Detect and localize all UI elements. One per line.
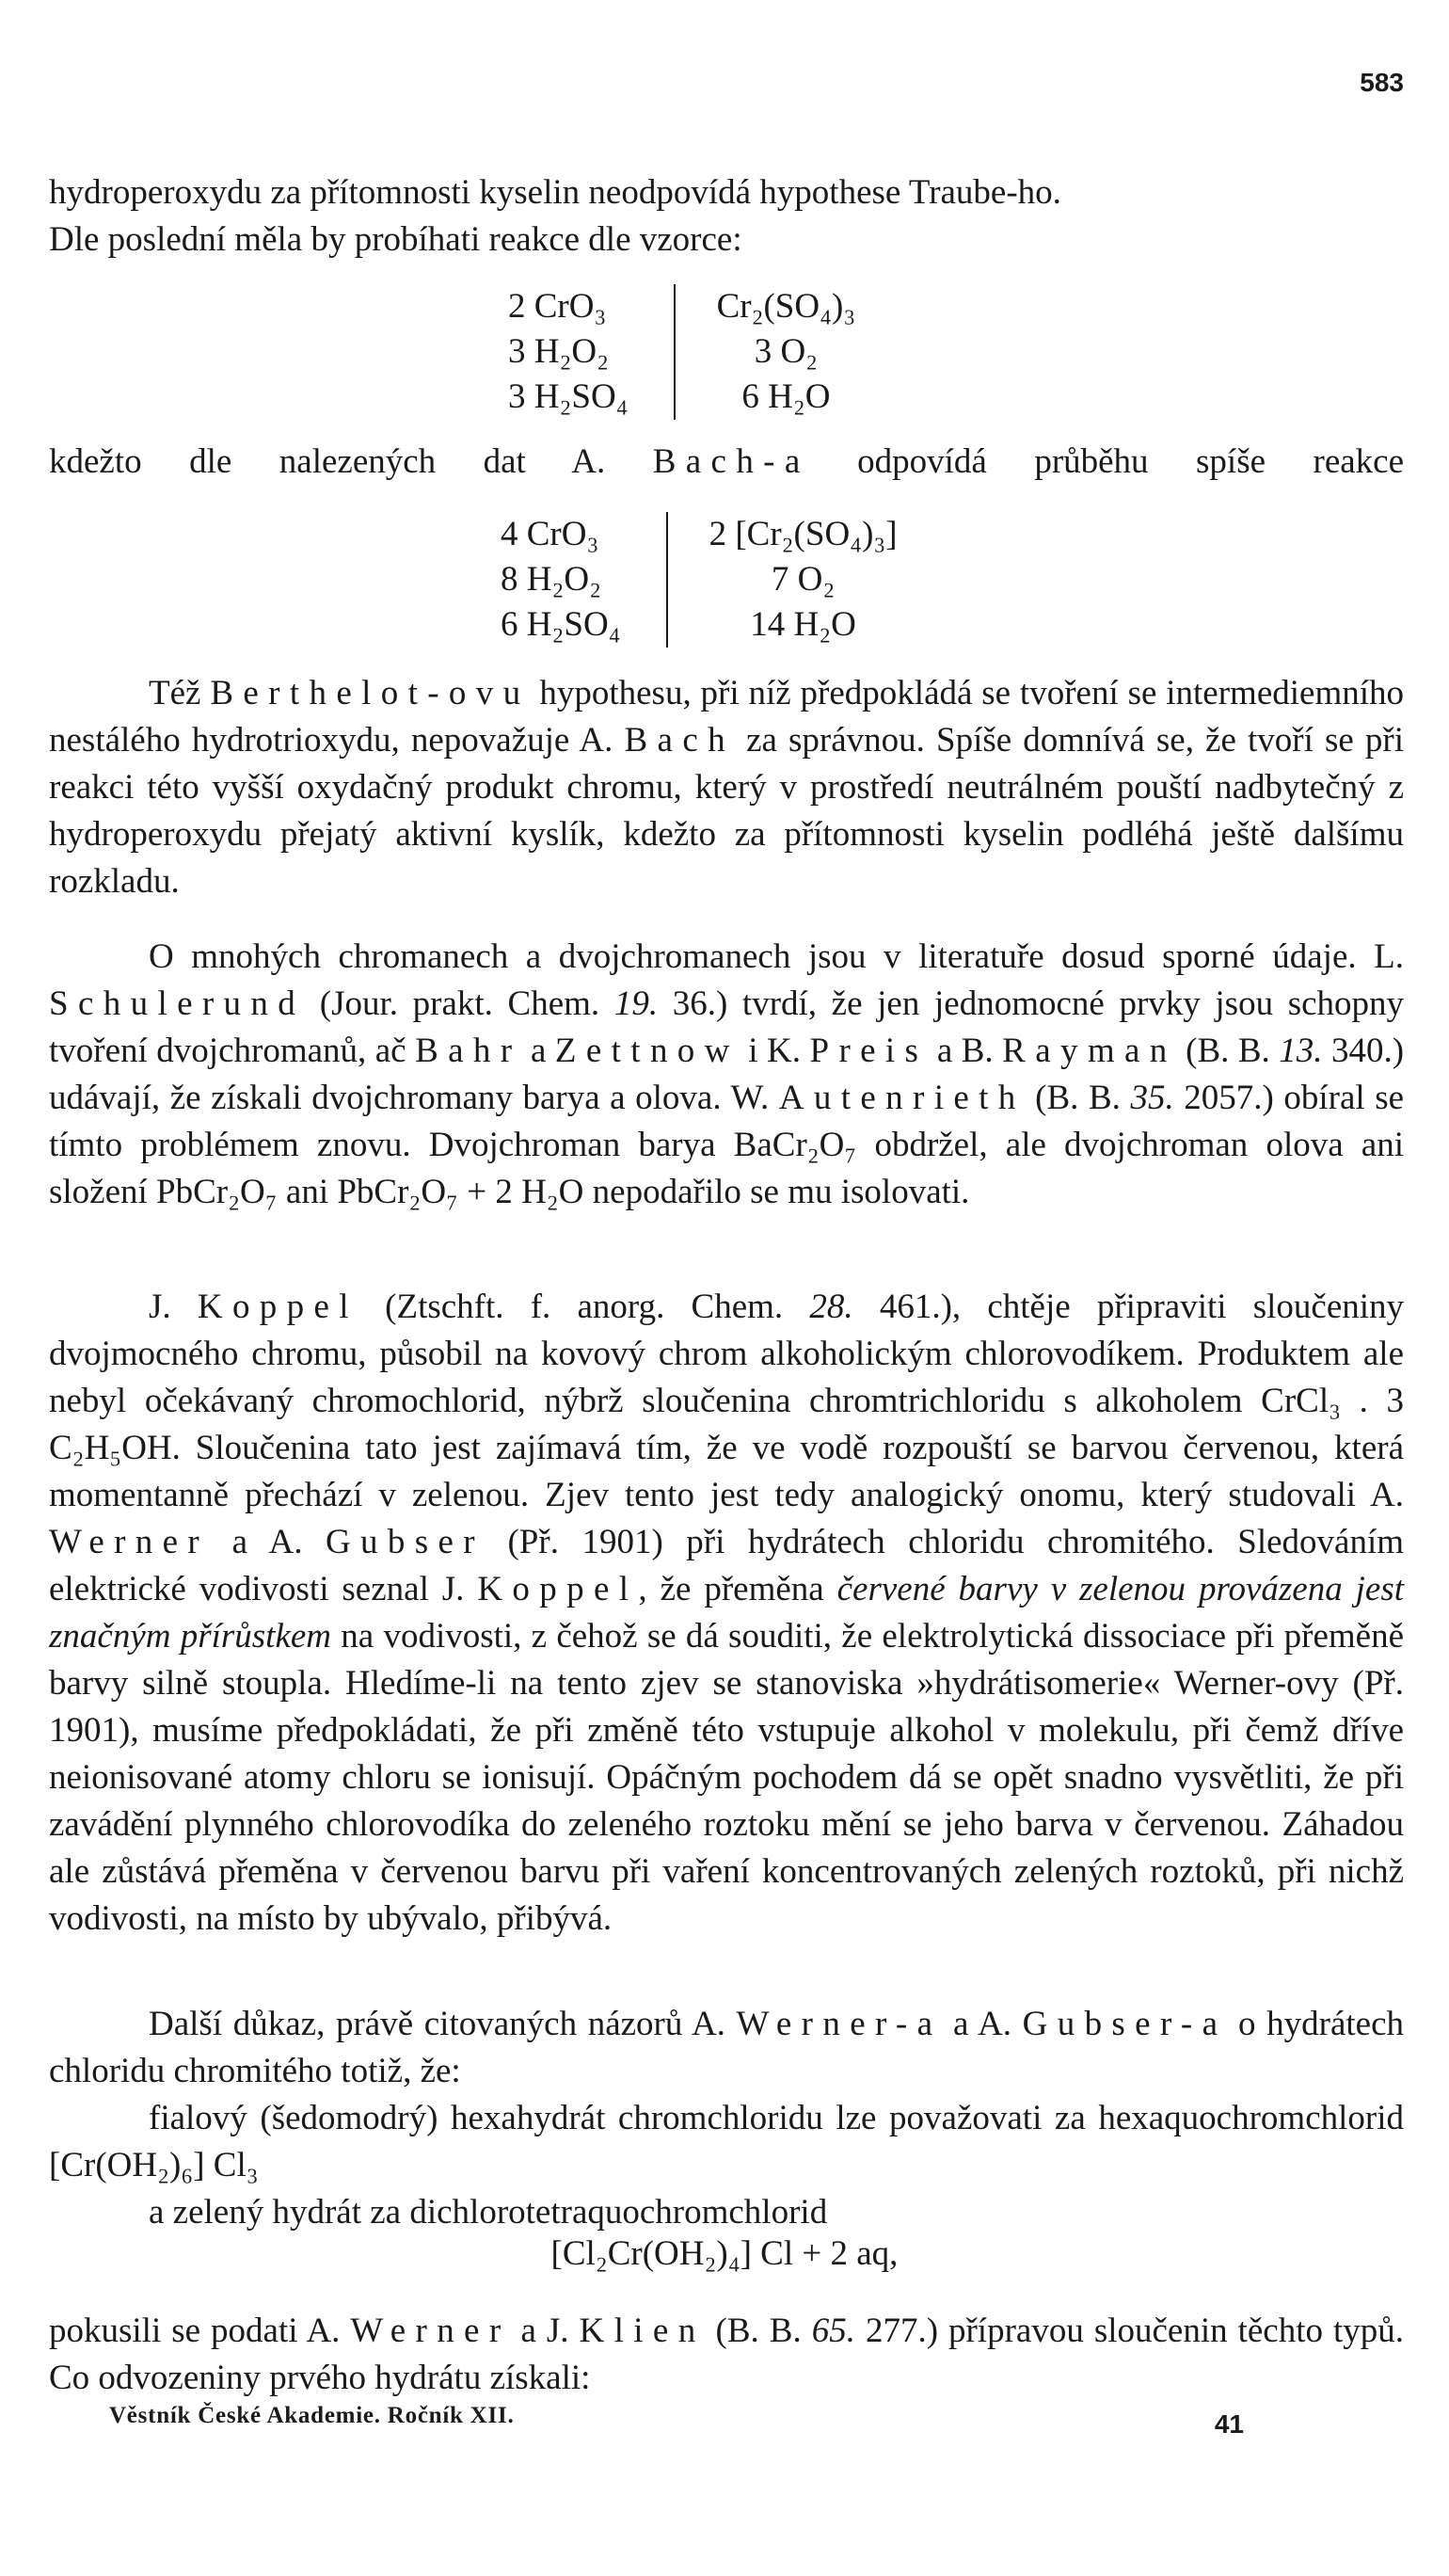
author-name: Autenrieth [778,1079,1026,1117]
author-name: Gubser-a [1022,2005,1228,2043]
author-name: Klien [579,2312,706,2350]
author-name: Bahr [415,1032,522,1070]
reactants-column [501,512,668,648]
author-name: Gubser [325,1523,485,1561]
volume-number: 13. [1279,1032,1323,1070]
reactant: 8 H₂O₂ [501,560,601,599]
author-name: Koppel [197,1288,358,1326]
text: a A. [231,1523,303,1561]
text: (B. B. [715,2312,802,2350]
author-name: Werner [350,2312,511,2350]
text: kdežto dle nalezených dat A. [49,442,606,481]
volume-number: 19. [613,984,659,1023]
paragraph-berthelot [49,670,1404,905]
author-name: Zettnow [554,1032,740,1070]
author-name: Koppel [477,1570,639,1608]
text: a [530,1032,547,1070]
text: 277.) přípravou sloučenin těchto typů. Co odvozeniny prvého hydrátu získali: [49,2312,1405,2397]
text: 2057.) obíral se tímto problémem znovu. Dvojchroman barya BaCr₂O₇ obdržel, ale dvojchroman olova ani složení PbCr₂O₇ ani PbCr₂O₇ + 2 H₂O nepodařilo se mu isolovati. [49,1079,1405,1211]
paragraph-chromany [49,934,1404,1216]
reactant: 2 CrO₃ [508,287,607,326]
text: 340.) udávají, že získali dvojchromany barya a olova. W. [49,1032,1405,1117]
products-column [668,512,898,648]
text: a J. [520,2312,569,2350]
journal-footer: Věstník České Akademie. Ročník XII. [109,2403,515,2428]
reaction-traube [508,284,855,420]
text: (B. B. [1186,1032,1270,1070]
text: na vodivosti, z čehož se dá souditi, že elektrolytická dissociace při přeměně barvy silně stoupla. Hledíme-li na tento zjev se stanoviska »hydrátisomerie« Werner-ovy (Př. 1901), musíme předpokládati, že při změně této vstupuje alkohol v molekulu, při čemž dříve neionisované atomy chloru se ionisují. Opáčným pochodem dá se opět snadno vysvětliti, že při zavádění plynného chlorovodíka do zeleného roztoku mění se jeho barva v červenou. Záhadou ale zůstává přeměna v červenou barvu při vaření koncentrovaných zelených roztoků, při nichž vodivosti, na místo by ubývalo, přibývá. [49,1617,1405,1938]
text: 36.) tvrdí, že jen jednomocné prvky jsou schopny tvoření dvojchromanů, ač [49,984,1405,1070]
volume-number: 35. [1130,1079,1174,1117]
author-name: Preis [809,1032,929,1070]
reaction-bach [501,512,898,648]
reactant: 4 CrO₃ [501,515,599,553]
text: a B. [936,1032,994,1070]
reactant: 6 H₂SO₄ [501,605,621,644]
text: , že přeměna [638,1570,824,1608]
products-column [676,284,856,420]
product: 2 [Cr₂(SO₄)₃] [709,515,898,553]
paragraph-dalsi [49,2001,1404,2236]
text: a A. [953,2005,1011,2043]
text: hypothesu, při níž předpokládá se tvoření se intermediemního nestálého hydrotrioxydu, nepovažuje A. [49,674,1405,760]
text: Též [149,674,201,712]
paragraph-pokusili [49,2308,1404,2402]
volume-number: 65. [811,2312,855,2350]
text: J. [149,1288,171,1326]
product: 7 O₂ [771,560,836,599]
author-name: Bach-a [652,442,810,481]
product: 3 O₂ [754,332,819,371]
centered-formula: [Cl₂Cr(OH₂)₄] Cl + 2 aq, [550,2234,899,2273]
product: 6 H₂O [741,377,831,416]
text: (Ztschft. f. anorg. Chem. [385,1288,784,1326]
author-name: Bach [624,721,735,760]
volume-number: 28. [809,1288,853,1326]
text: Další důkaz, právě citovaných názorů A. [149,2005,725,2043]
author-name: Rayman [1002,1032,1177,1070]
text: i K. [748,1032,801,1070]
intro-line-2: Dle poslední měla by probíhati reakce dle vzorce: [49,220,742,259]
product: 14 H₂O [750,605,856,644]
line-fialovy: fialový (šedomodrý) hexahydrát chromchloridu lze považovati za hexaquochromchlorid [Cr(OH₂)₆] Cl₃ [49,2099,1404,2184]
line-zeleny: a zelený hydrát za dichlorotetraquochromchlorid [149,2193,828,2232]
emphasis: červené barvy v zelenou provázena jest značným přírůstkem [49,1570,1405,1656]
text: za správnou. Spíše domnívá se, že tvoří se při reakci této vyšší oxydačný produkt chromu, který v prostředí neutrálném pouští nadbytečný z hydroperoxydu přejatý aktivní kyslík, kdežto za přítomnosti kyselin podléhá ještě dalšímu rozkladu. [49,721,1405,901]
text: (B. B. [1035,1079,1121,1117]
intro-paragraph [49,169,1404,264]
text: 461.), chtěje připraviti sloučeniny dvojmocného chromu, působil na kovový chrom alkoholickým chlorovodíkem. Produktem ale nebyl očekávaný chromochlorid, nýbrž sloučenina chromtrichloridu s alkoholem CrCl₃ . 3 C₂H₅OH. Sloučenina tato jest zajímavá tím, že ve vodě rozpouští se barvou červenou, která momentanně přechází v zelenou. Zjev tento jest tedy analogický onomu, který studovali A. [49,1288,1405,1514]
text: (Jour. prakt. Chem. [319,984,600,1023]
product: Cr₂(SO₄)₃ [716,287,856,326]
author-name: Berthelot-ovu [210,674,531,712]
text: pokusili se podati A. [49,2312,341,2350]
author-name: Schulerund [49,984,306,1023]
intro-line-1: hydroperoxydu za přítomnosti kyselin neodpovídá hypothese Traube-ho. [49,173,1061,212]
author-name: Werner [49,1523,210,1561]
signature-number: 41 [1214,2409,1244,2439]
paragraph-koppel [49,1284,1404,1943]
author-name: Werner-a [736,2005,943,2043]
text: (Př. 1901) při hydrátech chloridu chromitého. Sledováním elektrické vodivosti seznal J. [49,1523,1405,1608]
text: odpovídá průběhu spíše reakce [857,442,1405,481]
reactants-column [508,284,676,420]
text: O mnohých chromanech a dvojchromanech jsou v literatuře dosud sporné údaje. L. [149,937,1404,976]
reactant: 3 H₂O₂ [508,332,609,371]
page-number: 583 [1360,68,1404,97]
bach-sentence [49,439,1404,486]
reactant: 3 H₂SO₄ [508,377,629,416]
text: o hydrátech chloridu chromitého totiž, že: [49,2005,1404,2090]
